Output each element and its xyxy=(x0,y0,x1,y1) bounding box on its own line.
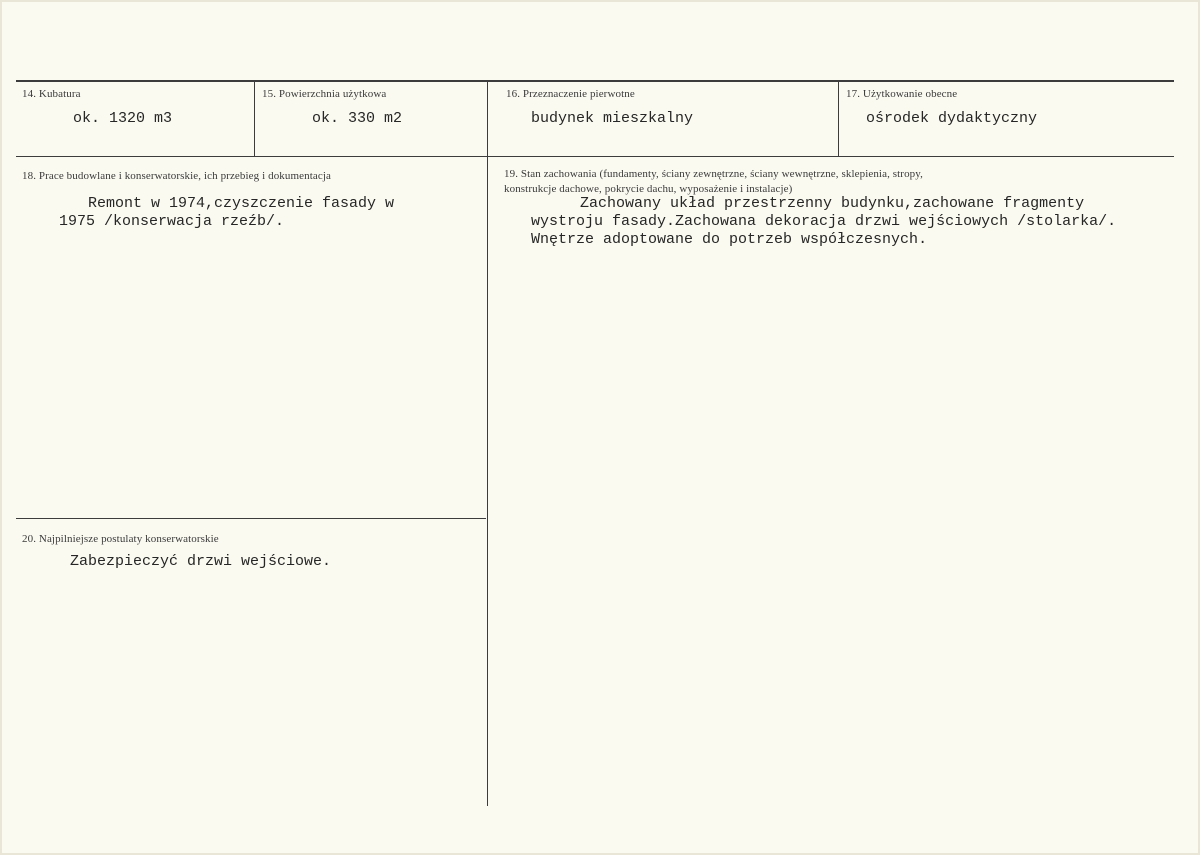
divider-14-15 xyxy=(254,80,255,156)
field-16-value: budynek mieszkalny xyxy=(531,110,694,127)
field-14-value: ok. 1320 m3 xyxy=(73,110,173,127)
field-14-label: 14. Kubatura xyxy=(22,88,81,100)
field-17-value: ośrodek dydaktyczny xyxy=(866,110,1038,127)
field-19-line-3: Wnętrze adoptowane do potrzeb współczesnych. xyxy=(531,231,928,248)
field-19-label-line-2: konstrukcje dachowe, pokrycie dachu, wyposażenie i instalacje) xyxy=(504,183,793,195)
field-20-label: 20. Najpilniejsze postulaty konserwatorskie xyxy=(22,533,219,545)
field-19-line-1: Zachowany układ przestrzenny budynku,zachowane fragmenty xyxy=(580,195,1085,212)
divider-16-17 xyxy=(838,80,839,156)
field-15-value: ok. 330 m2 xyxy=(312,110,403,127)
field-18-line-2: 1975 /konserwacja rzeźb/. xyxy=(59,213,285,230)
field-19-label-line-1: 19. Stan zachowania (fundamenty, ściany zewnętrzne, ściany wewnętrzne, sklepienia, stropy, xyxy=(504,168,924,180)
field-20-value: Zabezpieczyć drzwi wejściowe. xyxy=(70,553,332,570)
section18-bottom-rule xyxy=(16,518,486,519)
divider-15-16 xyxy=(487,80,488,156)
divider-left-right xyxy=(487,156,488,806)
field-19-line-2: wystroju fasady.Zachowana dekoracja drzwi wejściowych /stolarka/. xyxy=(531,213,1117,230)
field-18-label: 18. Prace budowlane i konserwatorskie, ich przebieg i dokumentacja xyxy=(22,170,331,182)
row1-bottom-rule xyxy=(16,156,1174,157)
field-17-label: 17. Użytkowanie obecne xyxy=(846,88,958,100)
top-rule xyxy=(16,80,1174,82)
field-15-label: 15. Powierzchnia użytkowa xyxy=(262,88,387,100)
field-16-label: 16. Przeznaczenie pierwotne xyxy=(506,88,635,100)
field-18-line-1: Remont w 1974,czyszczenie fasady w xyxy=(88,195,395,212)
